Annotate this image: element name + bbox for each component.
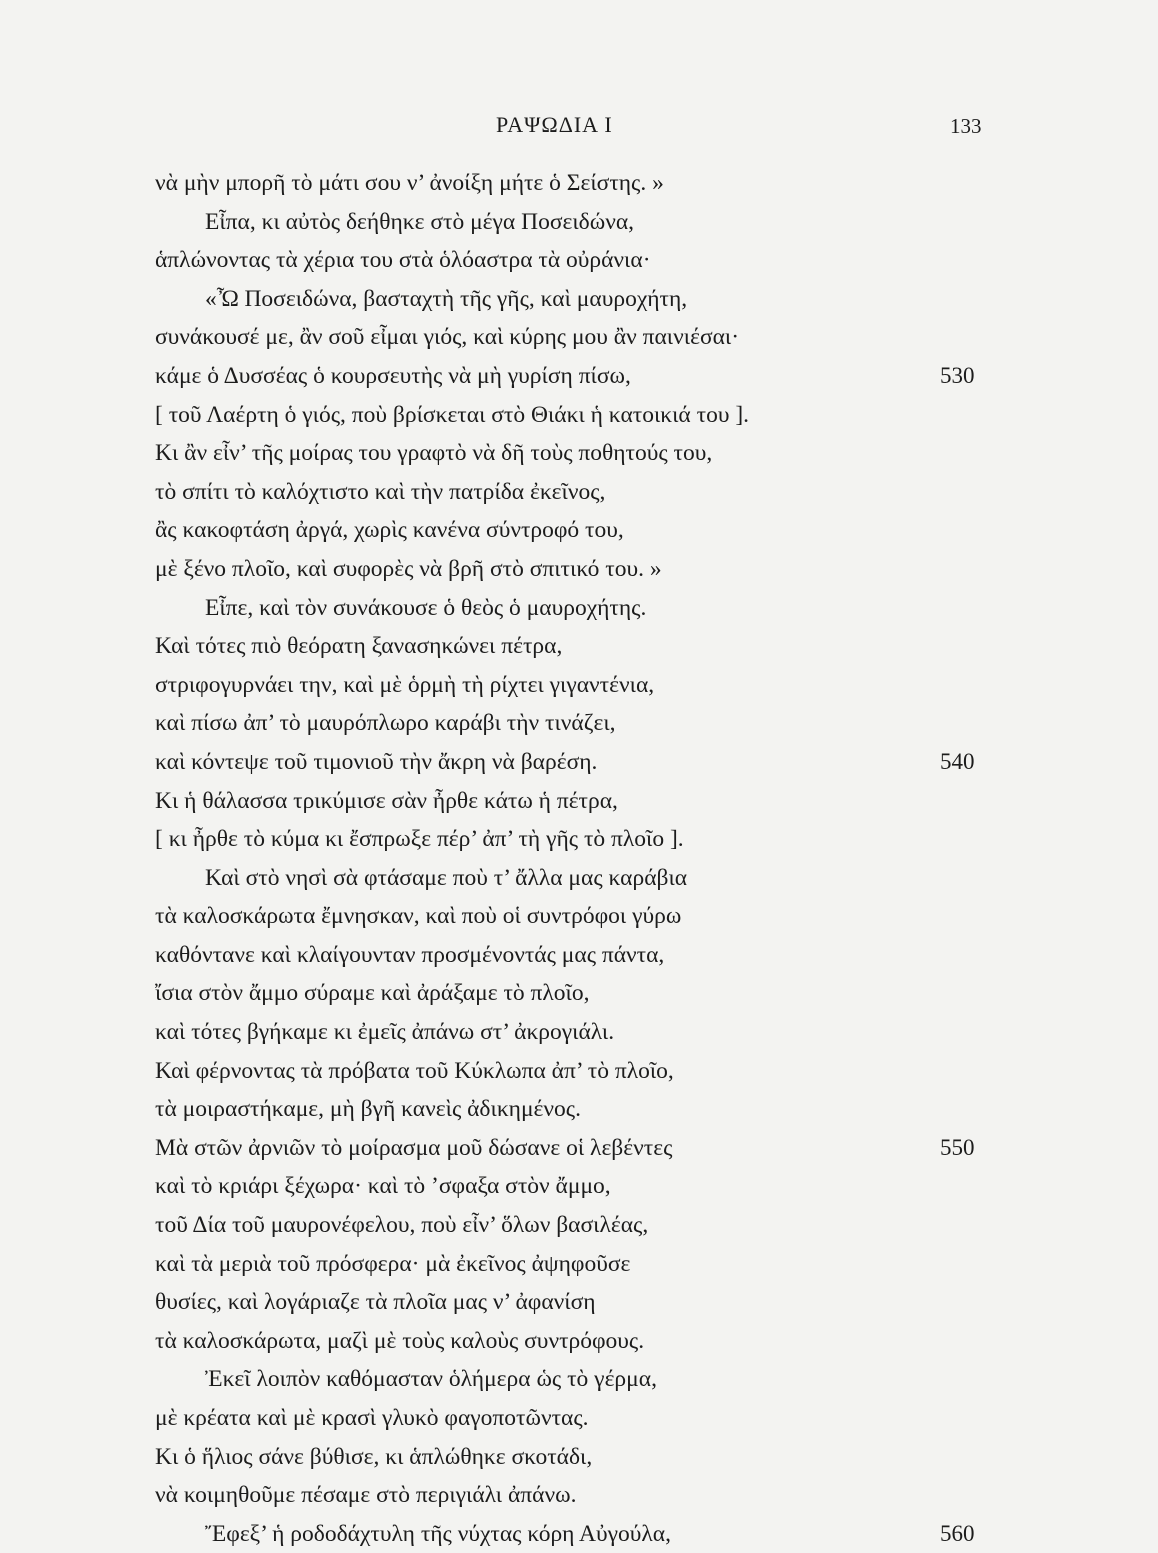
verse-text: τὰ καλοσκάρωτα, μαζὶ μὲ τοὺς καλοὺς συντρόφους. [155, 1327, 645, 1354]
verse-line [0, 704, 1158, 743]
verse-text: «Ὦ Ποσειδώνα, βασταχτὴ τῆς γῆς, καὶ μαυροχήτη, [205, 285, 688, 312]
verse-text: ἂς κακοφτάση ἀργά, χωρὶς κανένα σύντροφό του, [155, 517, 624, 544]
verse-line [0, 203, 1158, 242]
verse-line [0, 473, 1158, 512]
line-number: 540 [940, 748, 975, 774]
verse-text: ἴσια στὸν ἄμμο σύραμε καὶ ἀράξαμε τὸ πλοῖο, [155, 980, 590, 1007]
verse-line [0, 1013, 1158, 1052]
verse-line [0, 1438, 1158, 1477]
verse-line [0, 1283, 1158, 1322]
verse-text: [ τοῦ Λαέρτη ὁ γιός, ποὺ βρίσκεται στὸ Θιάκι ἡ κατοικιά του ]. [155, 401, 750, 428]
verse-line [0, 280, 1158, 319]
verse-line [0, 1245, 1158, 1284]
verse-text: ἁπλώνοντας τὰ χέρια του στὰ ὁλόαστρα τὰ οὐράνια· [155, 247, 651, 274]
verse-text: Καὶ φέρνοντας τὰ πρόβατα τοῦ Κύκλωπα ἀπ’ τὸ πλοῖο, [155, 1057, 674, 1084]
verse-text: καὶ τότες βγήκαμε κι ἐμεῖς ἀπάνω στ’ ἀκρογιάλι. [155, 1019, 615, 1046]
verse-text: νὰ κοιμηθοῦμε πέσαμε στὸ περιγιάλι ἀπάνω. [155, 1482, 577, 1509]
verse-line [0, 1129, 1158, 1168]
verse-text: Καὶ τότες πιὸ θεόρατη ξανασηκώνει πέτρα, [155, 633, 563, 660]
verse-text: [ κι ἦρθε τὸ κύμα κι ἔσπρωξε πέρ’ ἀπ’ τὴ γῆς τὸ πλοῖο ]. [155, 826, 684, 853]
verse-line [0, 1167, 1158, 1206]
verse-text: Εἶπα, κι αὐτὸς δεήθηκε στὸ μέγα Ποσειδώνα, [205, 208, 635, 235]
verse-line [0, 1052, 1158, 1091]
verse-line [0, 666, 1158, 705]
verse-line [0, 1206, 1158, 1245]
verse-line [0, 241, 1158, 280]
verse-text: νὰ μὴν μπορῆ τὸ μάτι σου ν’ ἀνοίξη μήτε ὁ Σείστης. » [155, 170, 664, 196]
running-title: ΡΑΨΩΔΙΑ Ι [496, 112, 613, 137]
verse-line [0, 1476, 1158, 1515]
verse-text: τὰ μοιραστήκαμε, μὴ βγῆ κανεὶς ἀδικημένος. [155, 1096, 581, 1123]
verse-line [0, 820, 1158, 859]
verse-text: Ἔφεξ’ ἡ ροδοδάχτυλη τῆς νύχτας κόρη Αὐγούλα, [205, 1520, 671, 1547]
verse-text: Κι ἂν εἶν’ τῆς μοίρας του γραφτὸ νὰ δῆ τοὺς ποθητούς του, [155, 440, 713, 467]
verse-text: καὶ πίσω ἀπ’ τὸ μαυρόπλωρο καράβι τὴν τινάζει, [155, 710, 616, 737]
line-number: 530 [940, 362, 975, 388]
verse-text: συνάκουσέ με, ἂν σοῦ εἶμαι γιός, καὶ κύρης μου ἂν παινιέσαι· [155, 324, 740, 351]
verse-line [0, 1399, 1158, 1438]
verse-line [0, 974, 1158, 1013]
verse-line [0, 1515, 1158, 1553]
verse-text: Κι ἡ θάλασσα τρικύμισε σὰν ἦρθε κάτω ἡ πέτρα, [155, 787, 618, 814]
verse-text: τοῦ Δία τοῦ μαυρονέφελου, ποὺ εἶν’ ὅλων βασιλέας, [155, 1212, 649, 1239]
verse-line [0, 782, 1158, 821]
verse-text: τὰ καλοσκάρωτα ἔμνησκαν, καὶ ποὺ οἱ συντρόφοι γύρω [155, 903, 682, 930]
verse-line [0, 589, 1158, 628]
verse-line [0, 936, 1158, 975]
verse-line [0, 318, 1158, 357]
verse-line [0, 743, 1158, 782]
verse-line [0, 897, 1158, 936]
verse-text: μὲ κρέατα καὶ μὲ κρασὶ γλυκὸ φαγοποτῶντας. [155, 1405, 589, 1431]
page-header [0, 112, 1158, 142]
verse-line [0, 434, 1158, 473]
verse-text: μὲ ξένο πλοῖο, καὶ συφορὲς νὰ βρῆ στὸ σπιτικό του. » [155, 555, 662, 582]
verse-line [0, 1360, 1158, 1399]
page-number: 133 [950, 114, 982, 138]
verse-line [0, 357, 1158, 396]
verse-line [0, 164, 1158, 203]
line-number: 560 [940, 1520, 975, 1546]
verse-text: Κι ὁ ἥλιος σάνε βύθισε, κι ἁπλώθηκε σκοτάδι, [155, 1443, 593, 1470]
verse-text: Ἐκεῖ λοιπὸν καθόμασταν ὁλήμερα ὡς τὸ γέρμα, [205, 1366, 657, 1393]
verse-text: καὶ τὰ μεριὰ τοῦ πρόσφερα· μὰ ἐκεῖνος ἀψηφοῦσε [155, 1250, 631, 1277]
verse-text: καὶ τὸ κριάρι ξέχωρα· καὶ τὸ ’σφαξα στὸν ἄμμο, [155, 1173, 611, 1200]
poem-body [0, 164, 1158, 1553]
verse-line [0, 396, 1158, 435]
verse-line [0, 1090, 1158, 1129]
verse-text: Μὰ στῶν ἀρνιῶν τὸ μοίρασμα μοῦ δώσανε οἱ λεβέντες [155, 1134, 673, 1161]
verse-line [0, 1322, 1158, 1361]
verse-line [0, 859, 1158, 898]
verse-text: τὸ σπίτι τὸ καλόχτιστο καὶ τὴν πατρίδα ἐκεῖνος, [155, 478, 606, 505]
line-number: 550 [940, 1134, 975, 1160]
verse-text: καὶ κόντεψε τοῦ τιμονιοῦ τὴν ἄκρη νὰ βαρέση. [155, 748, 598, 775]
verse-text: θυσίες, καὶ λογάριαζε τὰ πλοῖα μας ν’ ἀφανίση [155, 1289, 596, 1316]
verse-line [0, 511, 1158, 550]
verse-text: Εἶπε, καὶ τὸν συνάκουσε ὁ θεὸς ὁ μαυροχήτης. [205, 594, 647, 621]
verse-text: κάμε ὁ Δυσσέας ὁ κουρσευτὴς νὰ μὴ γυρίση πίσω, [155, 362, 631, 389]
verse-line [0, 627, 1158, 666]
verse-text: Καὶ στὸ νησὶ σὰ φτάσαμε ποὺ τ’ ἄλλα μας καράβια [205, 864, 688, 891]
verse-text: στριφογυρνάει την, καὶ μὲ ὁρμὴ τὴ ρίχτει γιγαντένια, [155, 671, 655, 698]
verse-line [0, 550, 1158, 589]
verse-text: καθόντανε καὶ κλαίγουνταν προσμένοντάς μας πάντα, [155, 941, 665, 968]
